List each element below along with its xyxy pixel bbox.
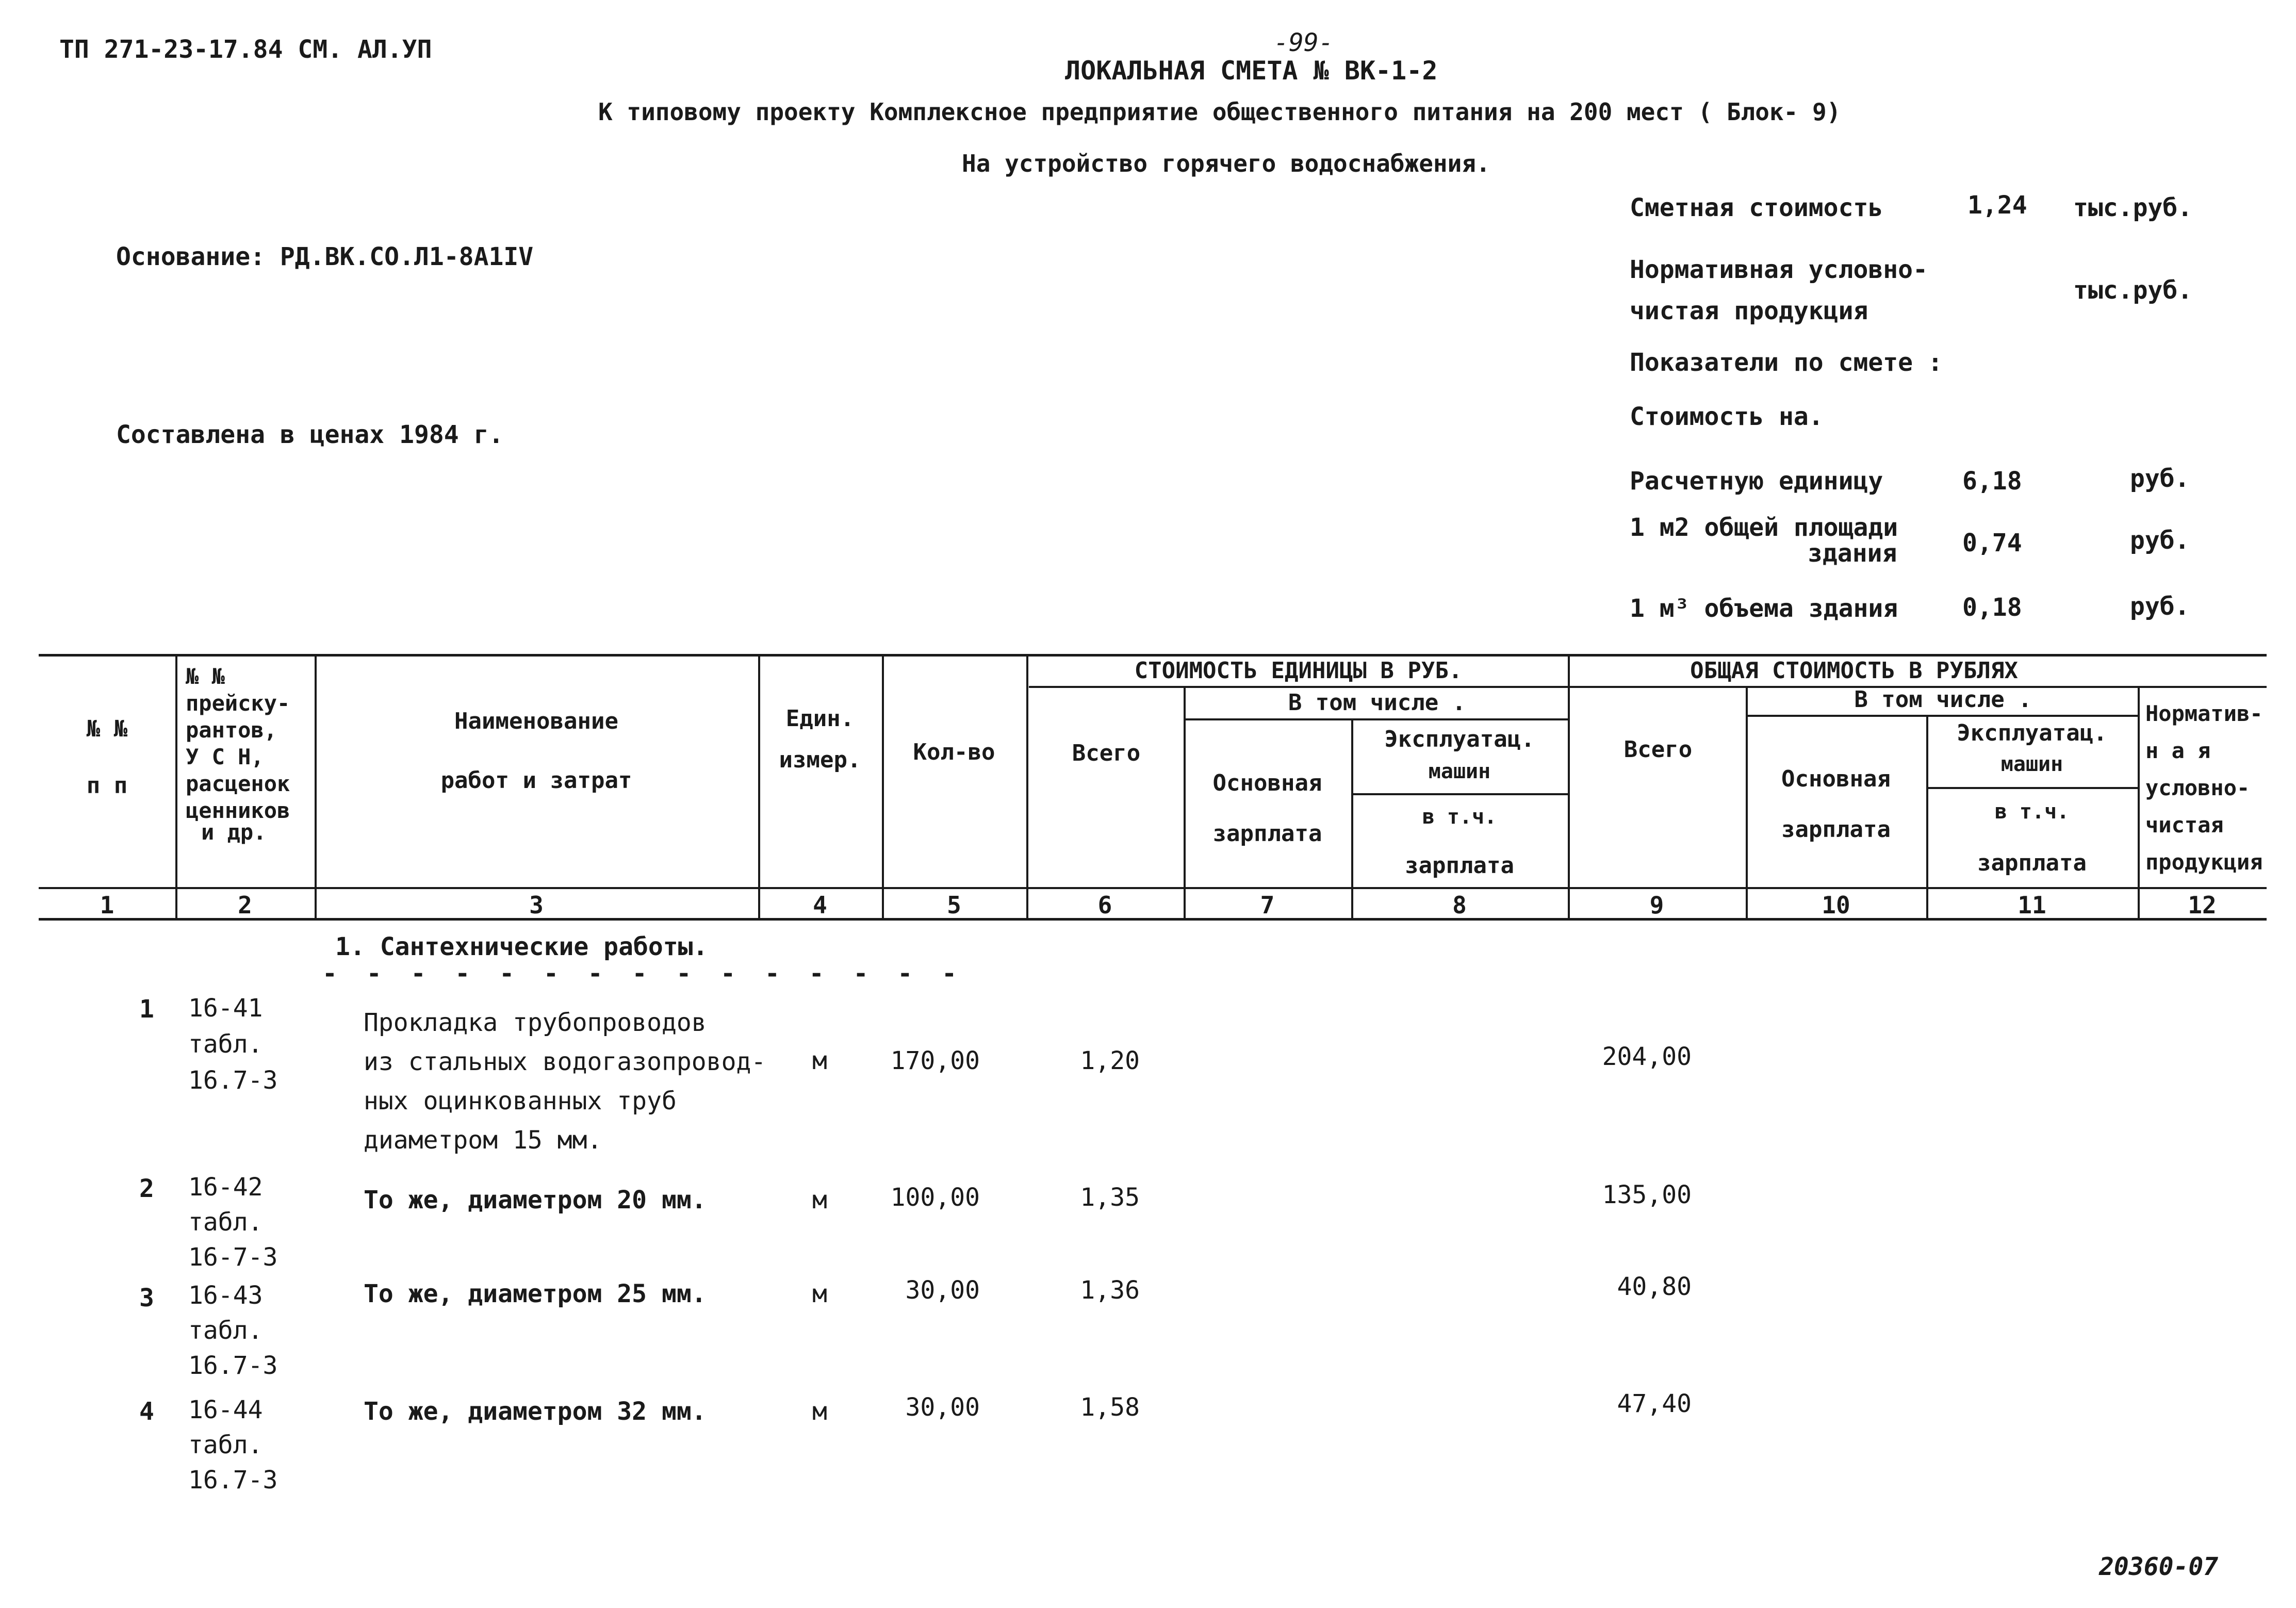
header-col11-c: в т.ч. [1994,800,2070,824]
per-m2-unit: руб. [2130,526,2190,555]
header-col2-line: рантов, [186,717,277,743]
header-col2-line: и др. [201,819,267,845]
row-code: 16-42 табл. 16-7-3 [188,1173,278,1272]
column-number: 4 [813,891,827,919]
per-m3-value: 0,18 [1962,593,2022,622]
row-total: 204,00 [1602,1042,1692,1071]
row-name: То же, диаметром 32 мм. [364,1397,707,1426]
col-divider-5 [1026,654,1028,918]
col-divider-3 [758,654,760,918]
column-number: 7 [1260,891,1275,919]
estimated-cost-label: Сметная стоимость [1630,193,1883,222]
per-m2-value: 0,74 [1962,529,2022,557]
header-col12-line: чистая [2145,812,2224,838]
basis-line: Основание: РД.ВК.СО.Л1-8А1IV [116,242,534,271]
column-number: 3 [529,891,544,919]
header-col6: Всего [1072,740,1141,766]
row-num: 2 [139,1174,154,1203]
estimated-cost-value: 1,24 [1967,191,2027,220]
estimated-cost-unit: тыс.руб. [2073,193,2193,222]
column-number: 10 [1822,891,1850,919]
document-ref-code: ТП 271-23-17.84 СМ. АЛ.УП [59,35,432,64]
header-col2 [186,663,290,845]
unit-machines-rule [1351,793,1568,795]
header-col2-line: расценок [186,771,290,796]
row-unit-total: 1,36 [1080,1276,1140,1305]
row-qty: 170,00 [890,1046,980,1075]
header-col11-b: машин [2000,752,2063,776]
normative-unit: тыс.руб. [2073,276,2193,305]
per-unit-label: Расчетную единицу [1630,467,1883,496]
indicators-label: Показатели по смете : [1630,348,1943,377]
header-col12-line: н а я [2145,738,2211,763]
row-total: 47,40 [1617,1389,1692,1418]
header-col3-a: Наименование [454,708,618,734]
column-number: 6 [1097,891,1112,919]
header-col12-line: условно- [2145,775,2250,800]
header-col2-line: прейску- [186,691,290,716]
row-unit-total: 1,58 [1080,1393,1140,1422]
cost-per-label: Стоимость на. [1630,402,1824,431]
header-col8-b: машин [1428,760,1491,783]
header-col7-a: Основная [1212,770,1322,796]
column-number: 1 [100,891,114,919]
row-code: 16-43 табл. 16.7-3 [188,1281,278,1380]
page-number: -99- [1274,28,1334,57]
header-col9: Всего [1623,736,1693,763]
header-col2-line: № № [186,664,225,689]
header-col1-a: № № [86,716,128,742]
table-header [39,654,2267,922]
column-number: 8 [1452,891,1467,919]
row-name: То же, диаметром 20 мм. [364,1186,707,1215]
row-code: 16-41 табл. 16.7-3 [188,994,278,1095]
normative-label-2: чистая продукция [1630,297,1868,325]
header-col2-line: ценников [186,798,290,823]
footer-code: 20360-07 [2099,1552,2219,1581]
row-num: 3 [139,1284,154,1312]
per-m2-label-1: 1 м2 общей площади [1630,513,1898,542]
per-m3-unit: руб. [2130,592,2190,621]
header-col11-a: Эксплуатац. [1957,720,2107,746]
header-col10-b: зарплата [1781,816,1891,843]
header-col7-b: зарплата [1212,821,1322,847]
col-divider-4 [882,654,884,918]
row-name: То же, диаметром 25 мм. [364,1279,707,1308]
col-divider-8 [1568,654,1570,918]
document-subtitle: К типовому проекту Комплексное предприятие общественного питания на 200 мест ( Блок- 9) [598,98,1841,126]
row-num: 1 [139,995,154,1024]
row-unit: м [812,1186,827,1215]
section-title: 1. Сантехнические работы. [335,932,708,961]
row-num: 4 [139,1397,154,1426]
row-unit: м [812,1046,827,1075]
header-col8-c: в т.ч. [1422,805,1497,829]
header-col4-b: измер. [779,747,861,773]
row-unit-total: 1,35 [1080,1183,1140,1212]
section-underline: - - - - - - - - - - - - - - - [322,959,964,988]
row-qty: 30,00 [905,1393,980,1422]
row-name: Прокладка трубопроводов из стальных водогазопровод- ных оцинкованных труб диаметром 15 мм. [364,1008,766,1155]
header-col12-line: продукция [2145,849,2263,875]
header-col3-b: работ и затрат [440,767,632,794]
header-unit-cost-group: СТОИМОСТЬ ЕДИНИЦЫ В РУБ. [1134,658,1463,684]
col-divider-9 [1746,686,1748,918]
row-qty: 30,00 [905,1276,980,1305]
row-code: 16-44 табл. 16.7-3 [188,1396,278,1495]
column-number: 12 [2188,891,2217,919]
col-divider-11 [2138,686,2140,918]
per-m2-label-2: здания [1808,539,1897,568]
col-divider-6 [1184,686,1186,918]
header-total-including: В том числе . [1854,686,2032,713]
header-col10-a: Основная [1781,766,1891,792]
row-total: 135,00 [1602,1180,1692,1209]
row-unit-total: 1,20 [1080,1046,1140,1075]
header-bottom-rule [39,887,2267,889]
header-col12 [2145,695,2263,881]
header-col12-line: Норматив- [2145,701,2263,726]
header-col8-a: Эксплуатац. [1384,726,1535,752]
header-total-cost-group: ОБЩАЯ СТОИМОСТЬ В РУБЛЯХ [1690,658,2018,684]
normative-label-1: Нормативная условно- [1630,255,1928,284]
header-col4-a: Един. [785,705,855,732]
column-number: 9 [1649,891,1664,919]
column-number: 11 [2018,891,2046,919]
col-divider-1 [175,654,177,918]
row-total: 40,80 [1617,1272,1692,1301]
row-unit: м [812,1279,827,1308]
column-number: 2 [238,891,252,919]
header-col1-b: п п [86,773,128,799]
row-unit: м [812,1397,827,1426]
document-title: ЛОКАЛЬНАЯ СМЕТА № ВК-1-2 [1065,56,1438,86]
header-col8-d: зарплата [1405,852,1514,879]
header-col11-d: зарплата [1977,850,2087,876]
header-unit-including: В том числе . [1288,690,1466,716]
compiled-prices-line: Составлена в ценах 1984 г. [116,420,504,449]
per-m3-label: 1 м³ объема здания [1630,594,1898,623]
row-qty: 100,00 [890,1183,980,1212]
column-number: 5 [947,891,961,919]
total-machines-rule [1926,787,2138,789]
document-purpose: На устройство горячего водоснабжения. [962,150,1490,177]
header-col5: Кол-во [913,739,995,765]
per-unit-value: 6,18 [1962,467,2022,496]
header-col2-line: У С Н, [186,744,264,769]
per-unit-unit: руб. [2130,464,2190,493]
